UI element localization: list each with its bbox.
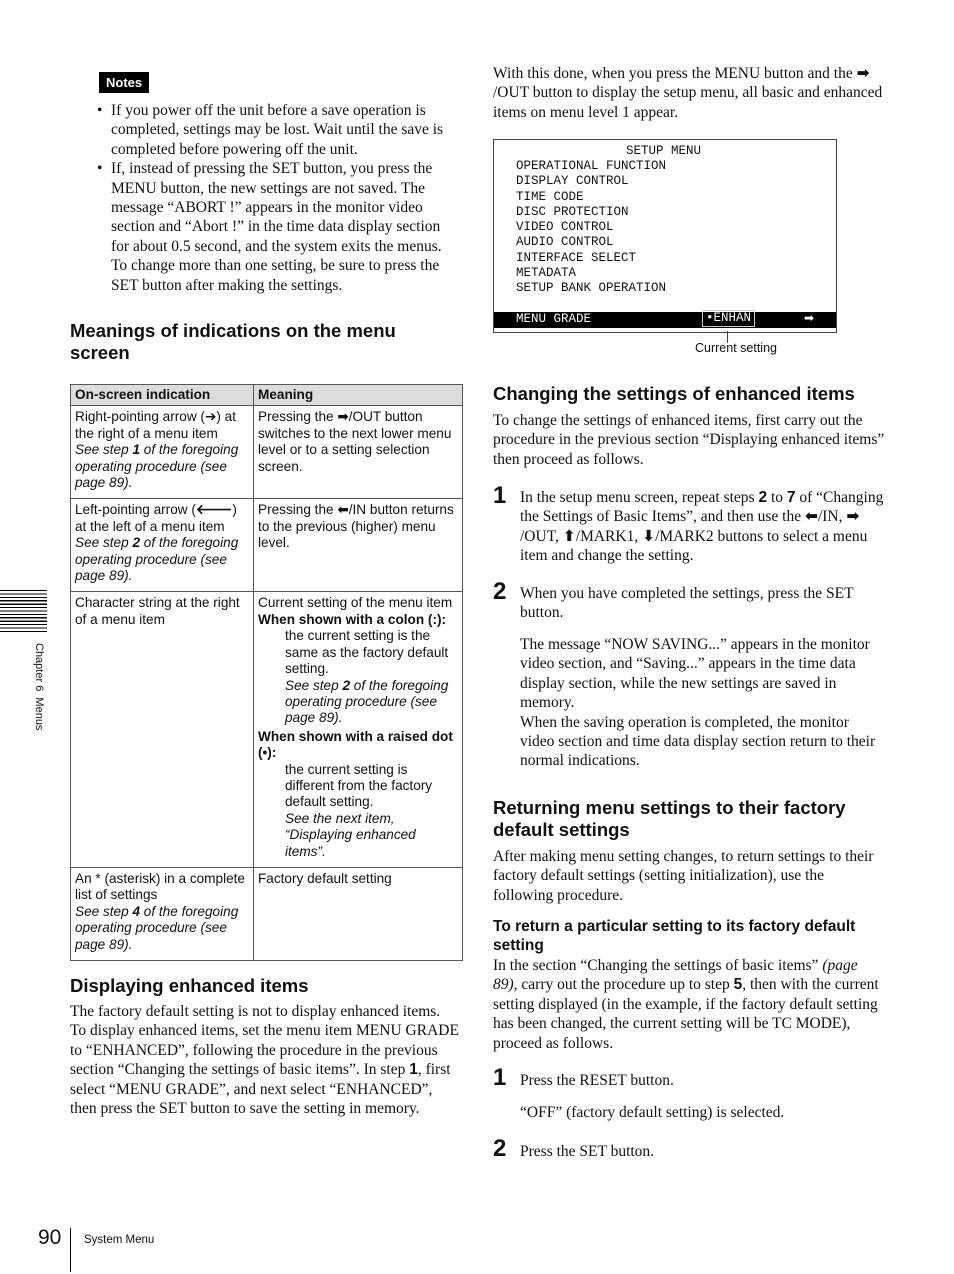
table-header-row (71, 385, 463, 406)
menu-item: SETUP BANK OPERATION (516, 281, 667, 296)
table-row (71, 406, 463, 499)
table-cell: Left-pointing arrow (🡐) at the left of a menu item See step 2 of the foregoing operating procedure (see page 89). (71, 499, 254, 592)
step-number: 2 (493, 1135, 507, 1162)
notes-badge: Notes (99, 72, 149, 93)
right-arrow-icon: ➡ (856, 64, 870, 82)
section-heading-changing: Changing the settings of enhanced items (493, 383, 855, 404)
setup-menu-title: SETUP MENU (626, 144, 702, 158)
column-header: Meaning (254, 385, 463, 406)
chapter-label: Chapter 6 Menus (33, 643, 45, 731)
menu-item: DISPLAY CONTROL (516, 174, 629, 189)
table-cell: Current setting of the menu item When shown with a colon (:): the current setting is the same as the factory default setting. See step 2 of the foregoing operating procedure (see page 89). When shown with a raised dot (•): the current setting is different from the factory default setting. See the next item, “Displaying enhanced items”. (254, 592, 463, 868)
current-setting-caption: Current setting (695, 341, 777, 355)
table-cell: Pressing the ➡/OUT button switches to the next lower menu level or to a setting selection screen. (254, 406, 463, 499)
step-text: When you have completed the settings, press the SET button. (520, 585, 854, 622)
right-arrow-icon: ➔ (204, 409, 217, 426)
up-arrow-icon: ⬆ (562, 526, 576, 545)
step-text: Press the SET button. (520, 1143, 655, 1160)
step-text: Press the RESET button. (520, 1072, 674, 1089)
menu-item: TIME CODE (516, 189, 584, 204)
table-row (71, 592, 463, 868)
right-arrow-icon: ➡ (337, 409, 349, 426)
step-number: 1 (493, 482, 507, 509)
step-detail: “OFF” (factory default setting) is selected. (520, 1104, 785, 1121)
table-cell: An * (asterisk) in a complete list of settings See step 4 of the foregoing operating procedure (see page 89). (71, 867, 254, 960)
section-heading-returning: Returning menu settings to their factory default settings (493, 797, 846, 840)
meanings-table (70, 384, 463, 961)
note-item: • If, instead of pressing the SET button, you press the MENU button, the new settings are not saved. The message “ABORT !” appears in the monitor video section and “Abort !” in the time data display section for about 0.5 second, and the system exits the menus. To change more than one setting, be sure to press the SET button after making the settings. (97, 159, 460, 295)
chapter-tab-marker (0, 590, 47, 634)
table-cell: Pressing the ⬅/IN button returns to the previous (higher) menu level. (254, 499, 463, 592)
left-arrow-icon: 🡐 (195, 502, 233, 519)
left-arrow-icon: ⬅ (337, 502, 349, 519)
menu-item: OPERATIONAL FUNCTION (516, 159, 667, 173)
menu-item: VIDEO CONTROL (516, 220, 614, 235)
table-cell: Character string at the right of a menu item (71, 592, 254, 868)
right-arrow-icon: ➡ (846, 507, 860, 526)
returning-intro: After making menu setting changes, to return settings to their factory default settings (setting initialization), use the following procedure. (493, 848, 874, 904)
returning-paragraph: In the section “Changing the settings of basic items” (page 89), carry out the procedure up to step 5, then with the current setting displayed (in the example, if the factory default setting has been changed, the current setting will be TC MODE), proceed as follows. (493, 957, 879, 1052)
step-number: 2 (493, 578, 507, 605)
step-text: In the setup menu screen, repeat steps 2 to 7 of “Changing the Settings of Basic Items”, and then use the ⬅/IN, ➡/OUT, ⬆/MARK1, ⬇/MARK2 buttons to select a menu item and change the setting. (520, 489, 884, 565)
current-setting-value: •ENHAN (702, 310, 755, 327)
menu-item: AUDIO CONTROL (516, 235, 614, 250)
section-heading-meanings: Meanings of indications on the menu screen (70, 320, 396, 363)
table-cell: Factory default setting (254, 867, 463, 960)
changing-intro: To change the settings of enhanced items, first carry out the procedure in the previous section “Displaying enhanced items” then proceed as follows. (493, 412, 885, 468)
footer-title: System Menu (84, 1234, 155, 1246)
section-heading-displaying: Displaying enhanced items (70, 975, 309, 996)
column-header: On-screen indication (71, 385, 254, 406)
menu-grade-label: MENU GRADE (516, 312, 592, 326)
notes-list (97, 101, 460, 295)
menu-grade-bar (494, 312, 836, 328)
page-number: 90 (38, 1226, 62, 1249)
table-cell: Right-pointing arrow (➔) at the right of a menu item See step 1 of the foregoing operating procedure (see page 89). (71, 406, 254, 499)
menu-item: METADATA (516, 266, 577, 281)
step-detail: The message “NOW SAVING...” appears in the monitor video section, and “Saving...” appears in the time data display section, while the new settings are saved in memory. When the saving operation is completed, the monitor video section and time data display section return to their normal indications. (520, 636, 876, 770)
table-row (71, 499, 463, 592)
intro-paragraph: With this done, when you press the MENU button and the ➡/OUT button to display the setup menu, all basic and enhanced items on menu level 1 appear. (493, 64, 883, 121)
subheading-return-particular: To return a particular setting to its factory default setting (493, 918, 856, 954)
left-arrow-icon: ⬅ (804, 507, 818, 526)
footer-divider (70, 1228, 71, 1272)
note-item: • If you power off the unit before a save operation is completed, settings may be lost. Wait until the save is completed before powering off the unit. (97, 101, 460, 159)
displaying-body: The factory default setting is not to display enhanced items. To display enhanced items, set the menu item MENU GRADE to “ENHANCED”, following the procedure in the previous section “Changing the settings of basic items”. In step 1, first select “MENU GRADE”, and next select “ENHANCED”, then press the SET button to save the setting in memory. (70, 1003, 459, 1118)
setup-menu-screen (493, 139, 837, 333)
menu-item: DISC PROTECTION (516, 204, 629, 219)
setup-menu-list (516, 159, 666, 297)
table-row (71, 867, 463, 960)
down-arrow-icon: ⬇ (642, 526, 656, 545)
right-arrow-icon: ➡ (804, 311, 815, 325)
menu-item: INTERFACE SELECT (516, 250, 637, 265)
step-number: 1 (493, 1064, 507, 1091)
